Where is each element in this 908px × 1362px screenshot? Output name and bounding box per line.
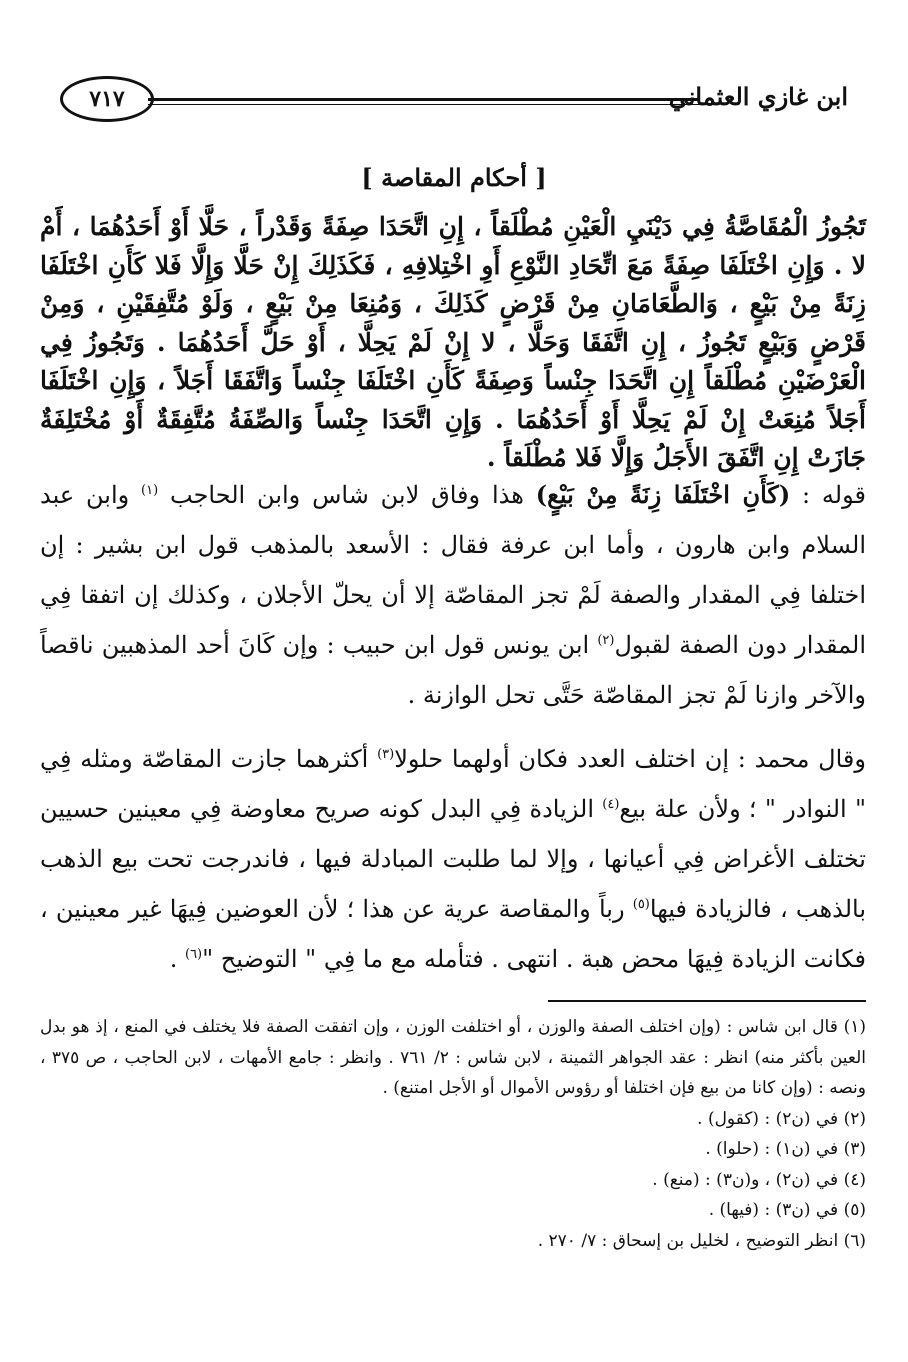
section-heading: [ أحكام المقاصة ] (361, 163, 547, 192)
commentary-text: الزيادة فِي البدل كونه صريح معاوضة فِي معينين حسيين تختلف الأغراض فِي أعيانها ، وإلا لما طلبت المبادلة فيها ، فاندرجت تحت بيع الذهب بالذهب ، فالزيادة فيها (40, 795, 867, 923)
commentary-paragraph-1 (40, 470, 866, 720)
running-title: ابن غازي العثماني (668, 82, 848, 111)
footnote-ref-1[interactable]: (١) (141, 483, 159, 498)
header-rule-thin (148, 104, 700, 105)
commentary-text: ابن يونس قول ابن حبيب : وإن كَانَ أحد المذهبين ناقصاً والآخر وازنا لَمْ تجز المقاصّة حَتَّى تحل الوازنة . (40, 631, 866, 709)
footnote-3: (٣) في (ن١) : (حلوا) . (705, 1139, 866, 1159)
footnote-4: (٤) في (ن٢) ، و(ن٣) : (منع) . (652, 1169, 866, 1190)
footnote-ref-6[interactable]: (٦) (184, 947, 203, 962)
header-rule (148, 98, 700, 101)
footnotes (40, 1012, 866, 1256)
page-number: ٧١٧ (60, 76, 154, 122)
commentary-paragraph-2 (40, 734, 866, 984)
footnote-ref-2[interactable]: (٢) (597, 633, 615, 648)
footnote-6: (٦) انظر التوضيح ، لخليل بن إسحاق : ٧/ ٢٧٠ . (537, 1230, 866, 1251)
quoted-matn: (كَأَنِ اخْتَلَفَا زِنَةً مِنْ بَيْعٍ) (535, 480, 791, 509)
matn-text: تَجُوزُ الْمُقَاصَّةُ فِي دَيْنَيِ الْعَيْنِ مُطْلَقاً ، إِنِ اتَّحَدَا صِفَةً وَقَدْراً ، حَلَّا أَوْ أَحَدُهُمَا ، أَمْ لا . وَإِنِ اخْتَلَفَا صِفَةً مَعَ اتِّحَادِ النَّوْعِ أَوِ اخْتِلافِهِ ، فَكَذَلِكَ إِنْ حَلَّا وَإِلَّا فَلا كَأَنِ اخْتَلَفَا زِنَةً مِنْ بَيْعٍ ، وَالطَّعَامَانِ مِنْ قَرْضٍ كَذَلِكَ ، وَمُنِعَا مِنْ بَيْعٍ ، وَلَوْ مُتَّفِقَيْنِ ، وَمِنْ قَرْضٍ وَبَيْعٍ تَجُوزُ ، إِنِ اتَّفَقَا وَحَلَّا ، لا إِنْ لَمْ يَحِلَّا ، أَوْ حَلَّ أَحَدُهُمَا . وَتَجُوزُ فِي الْعَرْضَيْنِ مُطْلَقاً إِنِ اتَّحَدَا جِنْساً وَصِفَةً كَأَنِ اخْتَلَفَا جِنْساً وَاتَّفَقَا أَجَلاً ، وَإِنِ اخْتَلَفَا أَجَلاً مُنِعَتْ إِنْ لَمْ يَحِلَّا أَوْ أَحَدُهُمَا . وَإِنِ اتَّحَدَا جِنْساً وَالصِّفَةُ مُتَّفِقَةٌ أَوْ مُخْتَلِفَةٌ جَازَتْ إِنِ اتَّفَقَ الأَجَلُ وَإِلَّا فَلا مُطْلَقاً . (40, 212, 866, 472)
footnote-ref-4[interactable]: (٤) (602, 797, 620, 812)
commentary-text: قوله : (790, 481, 866, 509)
commentary-text: هذا وفاق لابن شاس وابن الحاجب (158, 481, 536, 509)
footnote-1: (١) قال ابن شاس : (وإن اختلف الصفة والوزن ، أو اختلفت الوزن ، وإن اتفقت الصفة فلا يختلف في المنع ، إذ هو بدل العين بأكثر منه) انظر : عقد الجواهر الثمينة ، لابن شاس : ٢/ ٧٦١ . وانظر : جامع الأمهات ، لابن الحاجب ، ص ٣٧٥ ، ونصه : (وإن كانا من بيع فإن اختلفا أو رؤوس الأموال أو الأجل امتنع) . (40, 1017, 866, 1098)
footnote-ref-5[interactable]: (٥) (632, 897, 650, 912)
footnote-ref-3[interactable]: (٣) (377, 747, 395, 762)
page-header (60, 72, 848, 132)
commentary-text: وقال محمد : إن اختلف العدد فكان أولهما حلولا (394, 745, 866, 773)
commentary (40, 470, 866, 984)
commentary-text: رباً والمقاصة عرية عن هذا ؛ لأن العوضين فِيهَا غير معينين ، فكانت الزيادة فِيهَا محض هبة . انتهى . فتأمله مع ما فِي " التوضيح " (40, 895, 866, 973)
footnote-5: (٥) في (ن٣) : (فيها) . (708, 1200, 866, 1220)
footnote-2: (٢) في (ن٢) : (كقول) . (697, 1108, 866, 1129)
commentary-text: . (169, 945, 185, 973)
footnote-separator (548, 1000, 866, 1002)
commentary-text: أكثرهما جازت المقاصّة ومثله فِي " النوادر " ؛ ولأن علة بيع (40, 745, 867, 823)
commentary-text: وابن عبد السلام وابن هارون ، وأما ابن عرفة فقال : الأسعد بالمذهب قول ابن بشير : إن اختلفا فِي المقدار والصفة لَمْ تجز المقاصّة إلا أن يحلّ الأجلان ، وكذلك إن اتفقا فِي المقدار دون الصفة لقبول (40, 481, 866, 659)
